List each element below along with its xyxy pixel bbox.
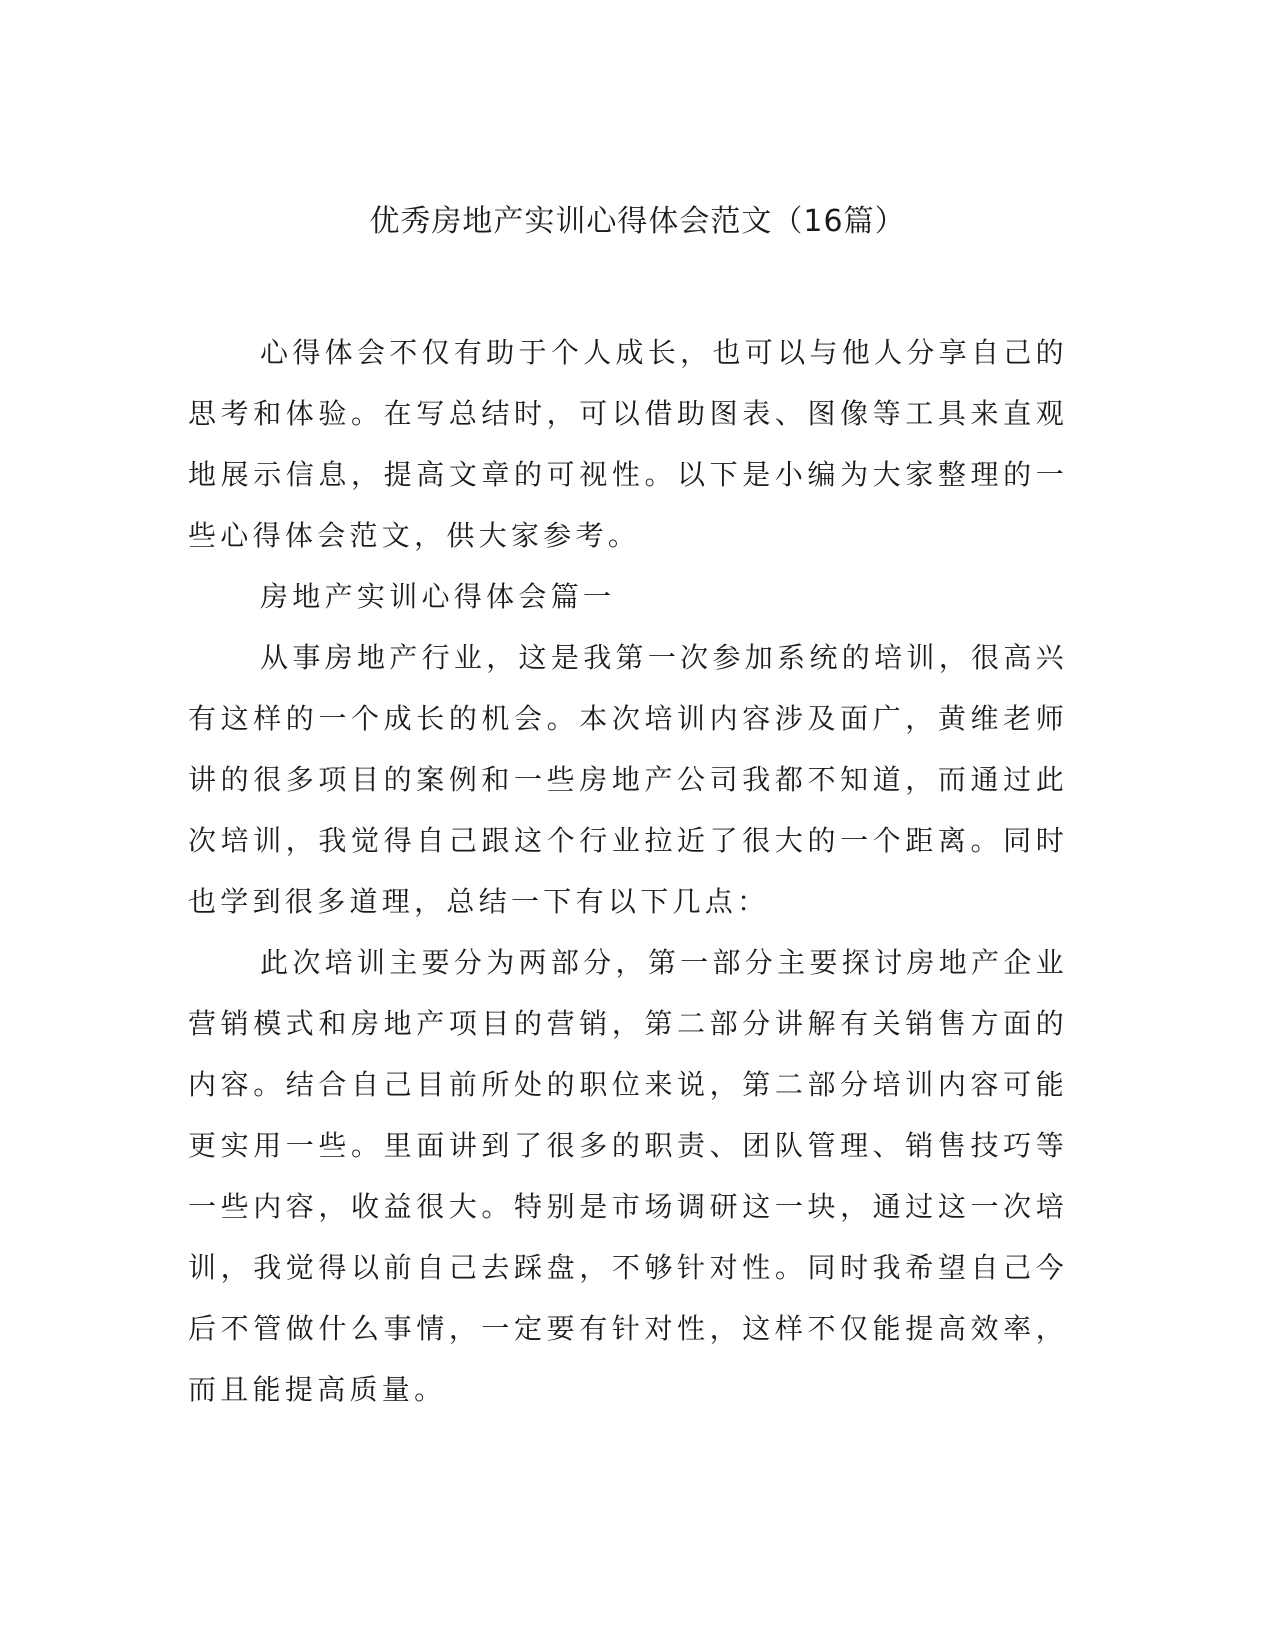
document-title: 优秀房地产实训心得体会范文（16篇）: [369, 204, 906, 239]
document-body: [188, 322, 1068, 1420]
intro-paragraph: 心得体会不仅有助于个人成长，也可以与他人分享自己的思考和体验。在写总结时，可以借助图表、图像等工具来直观地展示信息，提高文章的可视性。以下是小编为大家整理的一些心得体会范文，供大家参考。: [188, 336, 1068, 552]
body-paragraph-2: 此次培训主要分为两部分，第一部分主要探讨房地产企业营销模式和房地产项目的营销，第二部分讲解有关销售方面的内容。结合自己目前所处的职位来说，第二部分培训内容可能更实用一些。里面讲到了很多的职责、团队管理、销售技巧等一些内容，收益很大。特别是市场调研这一块，通过这一次培训，我觉得以前自己去踩盘，不够针对性。同时我希望自己今后不管做什么事情，一定要有针对性，这样不仅能提高效率，而且能提高质量。: [188, 946, 1068, 1406]
body-paragraph-1: 从事房地产行业，这是我第一次参加系统的培训，很高兴有这样的一个成长的机会。本次培训内容涉及面广，黄维老师讲的很多项目的案例和一些房地产公司我都不知道，而通过此次培训，我觉得自己跟这个行业拉近了很大的一个距离。同时也学到很多道理，总结一下有以下几点：: [188, 641, 1068, 918]
section-heading: 房地产实训心得体会篇一: [260, 580, 616, 613]
